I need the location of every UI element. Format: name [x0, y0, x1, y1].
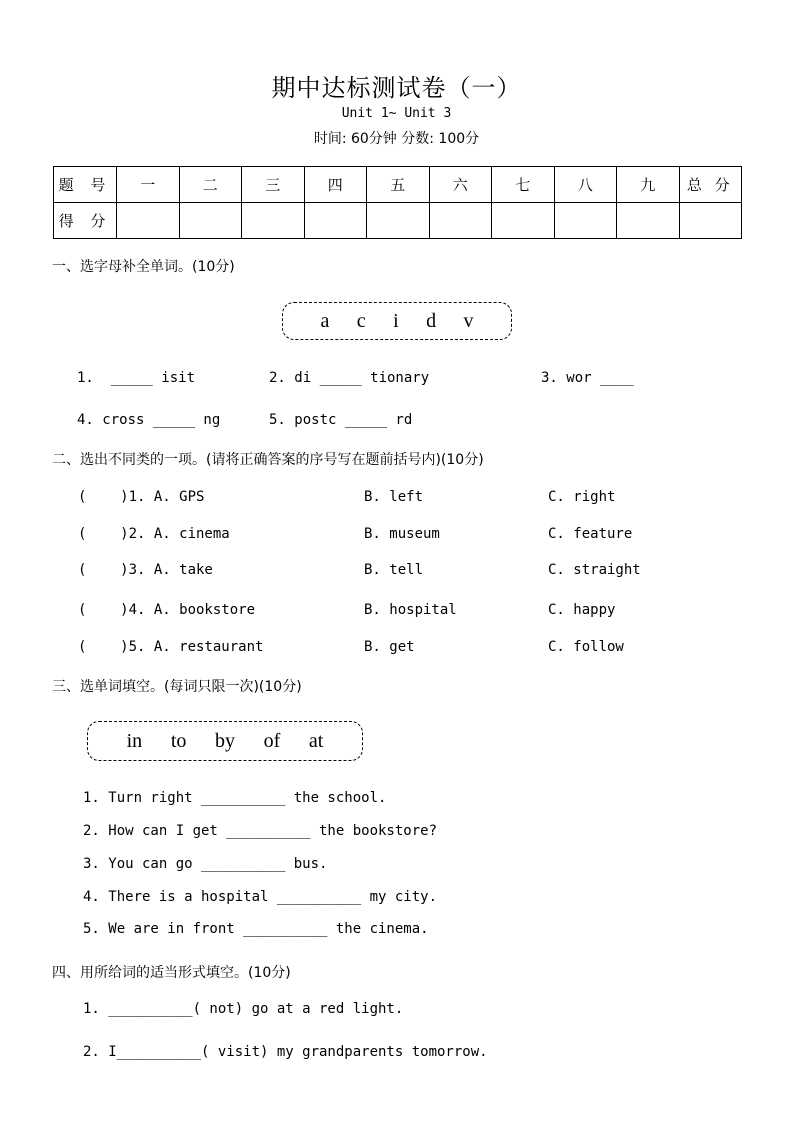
choice-option: B. tell — [364, 562, 424, 578]
letter-option: a — [320, 309, 330, 332]
table-cell: 二 — [179, 167, 242, 203]
score-input-cell[interactable] — [554, 203, 617, 239]
choice-option: B. get — [364, 639, 415, 655]
score-input-cell[interactable] — [179, 203, 242, 239]
table-cell: 得 分 — [54, 203, 117, 239]
table-cell: 三 — [242, 167, 305, 203]
score-input-cell[interactable] — [617, 203, 680, 239]
choice-item: ( )3. A. take — [78, 562, 213, 578]
word-box — [87, 721, 363, 761]
table-cell: 题 号 — [54, 167, 117, 203]
choice-option: C. follow — [548, 639, 624, 655]
question-item: 2. di _____ tionary — [269, 370, 430, 386]
score-input-cell[interactable] — [367, 203, 430, 239]
question-item: 5. postc _____ rd — [269, 412, 413, 428]
choice-option: B. left — [364, 489, 424, 505]
fill-blank-item: 5. We are in front __________ the cinema. — [83, 921, 429, 937]
section-heading-4: 四、用所给词的适当形式填空。(10分) — [52, 965, 291, 981]
fill-blank-item: 1. Turn right __________ the school. — [83, 790, 387, 806]
table-cell: 五 — [367, 167, 430, 203]
score-input-cell[interactable] — [492, 203, 555, 239]
score-input-cell[interactable] — [304, 203, 367, 239]
score-input-cell[interactable] — [117, 203, 180, 239]
word-option: at — [308, 729, 324, 752]
choice-option: B. hospital — [364, 602, 457, 618]
page-title: 期中达标测试卷（一） — [271, 74, 522, 102]
score-table-score-row — [54, 203, 742, 239]
question-item: 3. wor ____ — [541, 370, 634, 386]
fill-blank-item: 4. There is a hospital __________ my city. — [83, 889, 438, 905]
word-option: by — [215, 729, 235, 752]
letter-option: i — [393, 309, 399, 332]
table-cell: 四 — [304, 167, 367, 203]
word-option: in — [126, 729, 143, 752]
fill-blank-item: 3. You can go __________ bus. — [83, 856, 328, 872]
score-input-cell[interactable] — [242, 203, 305, 239]
score-input-cell[interactable] — [679, 203, 742, 239]
fill-blank-item: 1. __________( not) go at a red light. — [83, 1001, 404, 1017]
letter-option: c — [356, 309, 366, 332]
table-cell: 七 — [492, 167, 555, 203]
table-cell: 八 — [554, 167, 617, 203]
section-heading-1: 一、选字母补全单词。(10分) — [52, 259, 235, 275]
table-cell: 总 分 — [679, 167, 742, 203]
score-table — [53, 166, 742, 239]
choice-option: C. happy — [548, 602, 616, 618]
fill-blank-item: 2. I__________( visit) my grandparents tomorrow. — [83, 1044, 488, 1060]
letter-box — [282, 302, 512, 340]
table-cell: 六 — [429, 167, 492, 203]
question-item: 4. cross _____ ng — [77, 412, 221, 428]
section-heading-3: 三、选单词填空。(每词只限一次)(10分) — [52, 679, 302, 695]
table-cell: 九 — [617, 167, 680, 203]
letter-option: d — [426, 309, 437, 332]
choice-item: ( )4. A. bookstore — [78, 602, 256, 618]
word-option: of — [263, 729, 281, 752]
question-item: 1. _____ isit — [77, 370, 196, 386]
choice-option: B. museum — [364, 526, 440, 542]
choice-option: C. straight — [548, 562, 641, 578]
choice-item: ( )1. A. GPS — [78, 489, 205, 505]
unit-range: Unit 1~ Unit 3 — [341, 106, 452, 121]
choice-option: C. feature — [548, 526, 633, 542]
choice-option: C. right — [548, 489, 616, 505]
word-option: to — [170, 729, 187, 752]
choice-item: ( )5. A. restaurant — [78, 639, 264, 655]
section-heading-2: 二、选出不同类的一项。(请将正确答案的序号写在题前括号内)(10分) — [52, 452, 484, 468]
fill-blank-item: 2. How can I get __________ the bookstore? — [83, 823, 438, 839]
letter-option: v — [463, 309, 474, 332]
score-table-header-row — [54, 167, 742, 203]
score-input-cell[interactable] — [429, 203, 492, 239]
choice-item: ( )2. A. cinema — [78, 526, 230, 542]
table-cell: 一 — [117, 167, 180, 203]
time-score-info: 时间: 60分钟 分数: 100分 — [313, 131, 480, 147]
